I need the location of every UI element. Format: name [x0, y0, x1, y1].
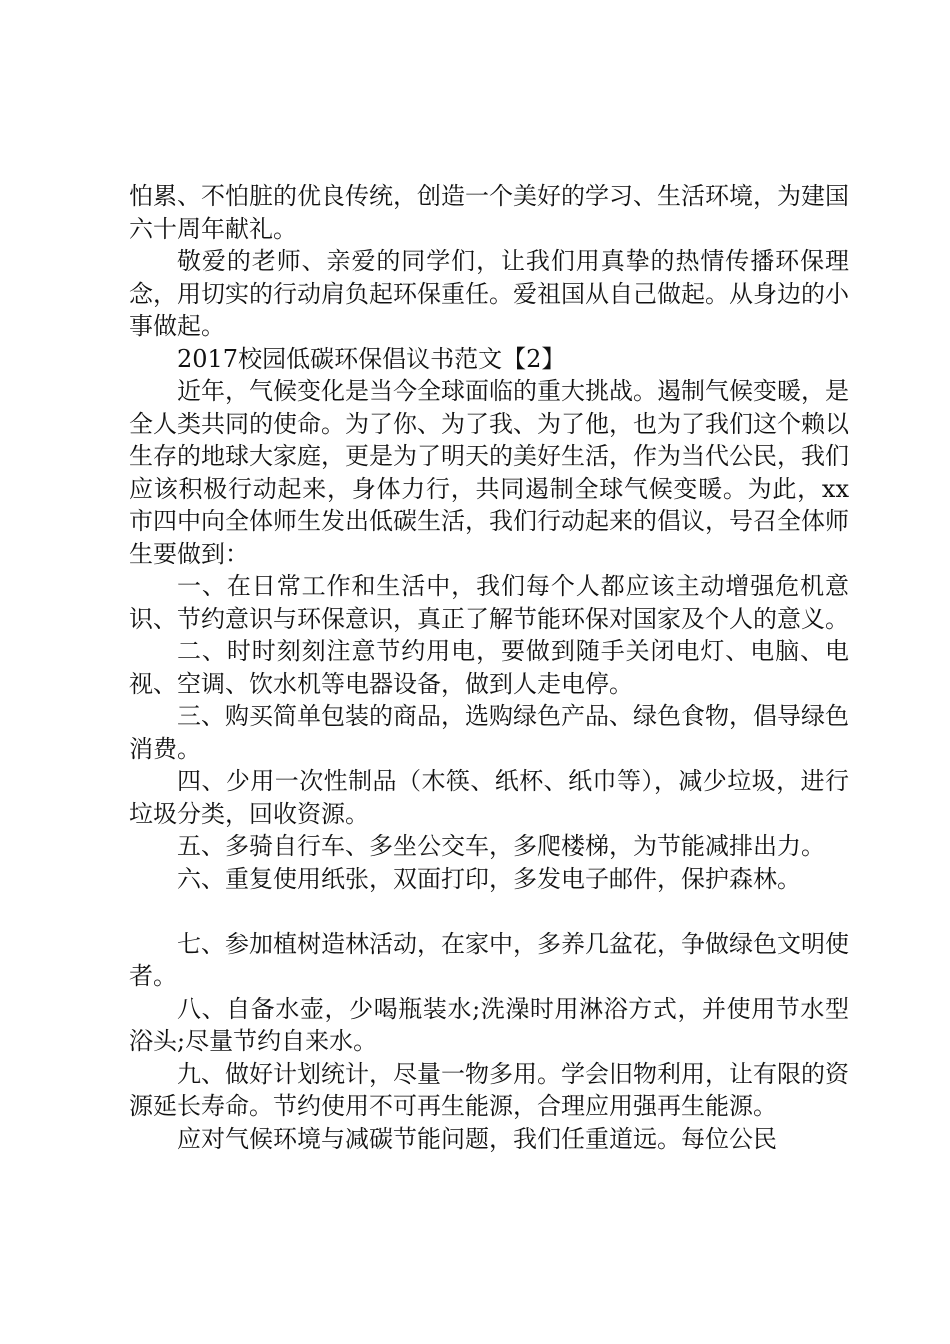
- paragraph-intro: 近年，气候变化是当今全球面临的重大挑战。遏制气候变暖，是全人类共同的使命。为了你、为了我、为了他，也为了我们这个赖以生存的地球大家庭，更是为了明天的美好生活，作为当代公民，我们应该积极行动起来，身体力行，共同遏制全球气候变暖。为此，xx市四中向全体师生发出低碳生活，我们行动起来的倡议，号召全体师生要做到：: [129, 377, 849, 568]
- paragraph-closing: 应对气候环境与减碳节能问题，我们任重道远。每位公民: [177, 1124, 777, 1153]
- list-item-9: 九、做好计划统计，尽量一物多用。学会旧物利用，让有限的资源延长寿命。节约使用不可再生能源，合理应用强再生能源。: [129, 1059, 849, 1120]
- list-item-1: 一、在日常工作和生活中，我们每个人都应该主动增强危机意识、节约意识与环保意识，真正了解节能环保对国家及个人的意义。: [129, 572, 849, 633]
- list-item-6: 六、重复使用纸张，双面打印，多发电子邮件，保护森林。: [177, 864, 801, 893]
- blank-line: [129, 895, 849, 928]
- paragraph-appeal: 敬爱的老师、亲爱的同学们，让我们用真挚的热情传播环保理念，用切实的行动肩负起环保重任。爱祖国从自己做起。从身边的小事做起。: [129, 247, 849, 340]
- list-item-7: 七、参加植树造林活动，在家中，多养几盆花，争做绿色文明使者。: [129, 929, 849, 990]
- paragraph-continuation: 怕累、不怕脏的优良传统，创造一个美好的学习、生活环境，为建国六十周年献礼。: [129, 182, 849, 243]
- list-item-2: 二、时时刻刻注意节约用电，要做到随手关闭电灯、电脑、电视、空调、饮水机等电器设备，做到人走电停。: [129, 637, 849, 698]
- section-heading: 2017校园低碳环保倡议书范文【2】: [177, 344, 566, 373]
- list-item-3: 三、购买简单包装的商品，选购绿色产品、绿色食物，倡导绿色消费。: [129, 702, 849, 763]
- list-item-4: 四、少用一次性制品（木筷、纸杯、纸巾等），减少垃圾，进行垃圾分类，回收资源。: [129, 767, 849, 828]
- document-body: [129, 180, 849, 1155]
- list-item-8: 八、自备水壶，少喝瓶装水;洗澡时用淋浴方式，并使用节水型浴头;尽量节约自来水。: [129, 994, 849, 1055]
- list-item-5: 五、多骑自行车、多坐公交车，多爬楼梯，为节能减排出力。: [177, 832, 825, 860]
